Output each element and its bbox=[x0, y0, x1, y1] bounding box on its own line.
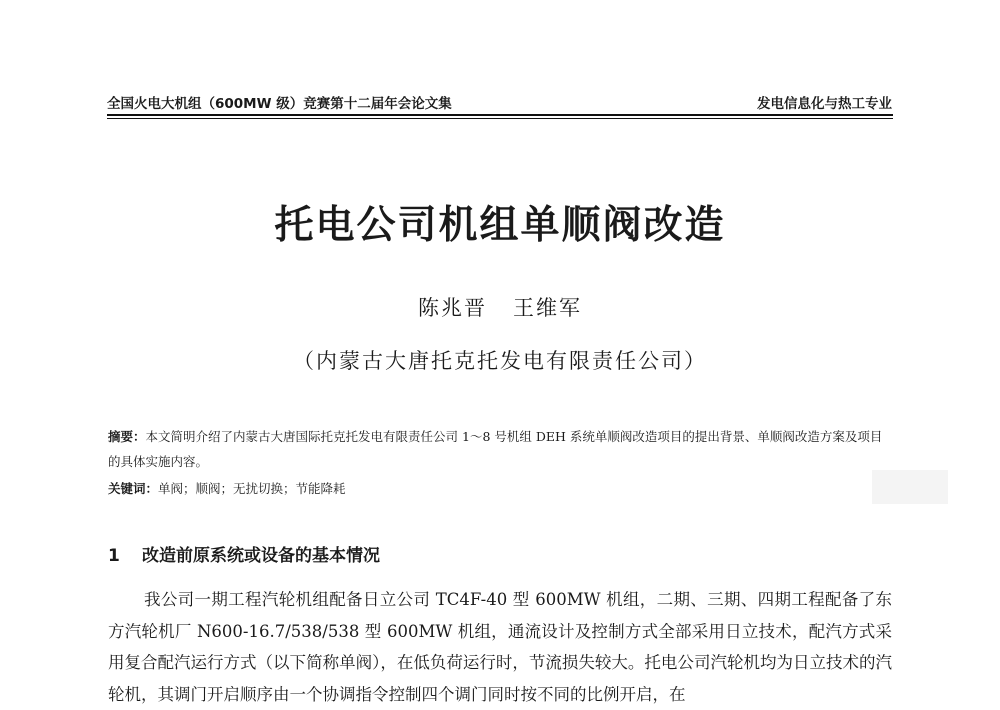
header-journal-title: 全国火电大机组（600MW 级）竞赛第十二届年会论文集 bbox=[107, 96, 452, 112]
keywords-text: 单阀；顺阀；无扰切换；节能降耗 bbox=[158, 481, 346, 496]
author-name: 陈兆晋 bbox=[418, 296, 487, 320]
abstract bbox=[108, 424, 894, 474]
section-number: 1 bbox=[108, 546, 120, 566]
section-heading bbox=[108, 541, 380, 566]
section-title: 改造前原系统或设备的基本情况 bbox=[142, 546, 380, 566]
abstract-text: 本文简明介绍了内蒙古大唐国际托克托发电有限责任公司 1～8 号机组 DEH 系统单顺阀改造项目的提出背景、单顺阀改造方案及项目的具体实施内容。 bbox=[108, 429, 883, 469]
author-name: 王维军 bbox=[513, 296, 582, 320]
header-rule-thick bbox=[107, 114, 893, 116]
scan-smudge bbox=[872, 470, 948, 504]
running-header bbox=[107, 92, 892, 114]
author-affiliation: （内蒙古大唐托克托发电有限责任公司） bbox=[293, 349, 707, 373]
abstract-label: 摘要： bbox=[108, 429, 146, 444]
body-paragraph: 我公司一期工程汽轮机组配备日立公司 TC4F-40 型 600MW 机组，二期、三期、四期工程配备了东方汽轮机厂 N600-16.7/538/538 型 600MW 机组，通流设计及控制方式全部采用日立技术，配汽方式采用复合配汽运行方式（以下简称单阀），在低负荷运行时，节流损失较大。托电公司汽轮机均为日立技术的汽轮机，其调门开启顺序由一个协调指令控制四个调门同时按不同的比例开启，在 bbox=[108, 590, 892, 704]
keywords bbox=[108, 476, 894, 501]
keywords-label: 关键词： bbox=[108, 481, 159, 496]
paper-title: 托电公司机组单顺阀改造 bbox=[274, 203, 726, 248]
author-list bbox=[0, 292, 1000, 322]
header-rule-thin bbox=[107, 118, 893, 119]
header-section-name: 发电信息化与热工专业 bbox=[757, 96, 892, 112]
